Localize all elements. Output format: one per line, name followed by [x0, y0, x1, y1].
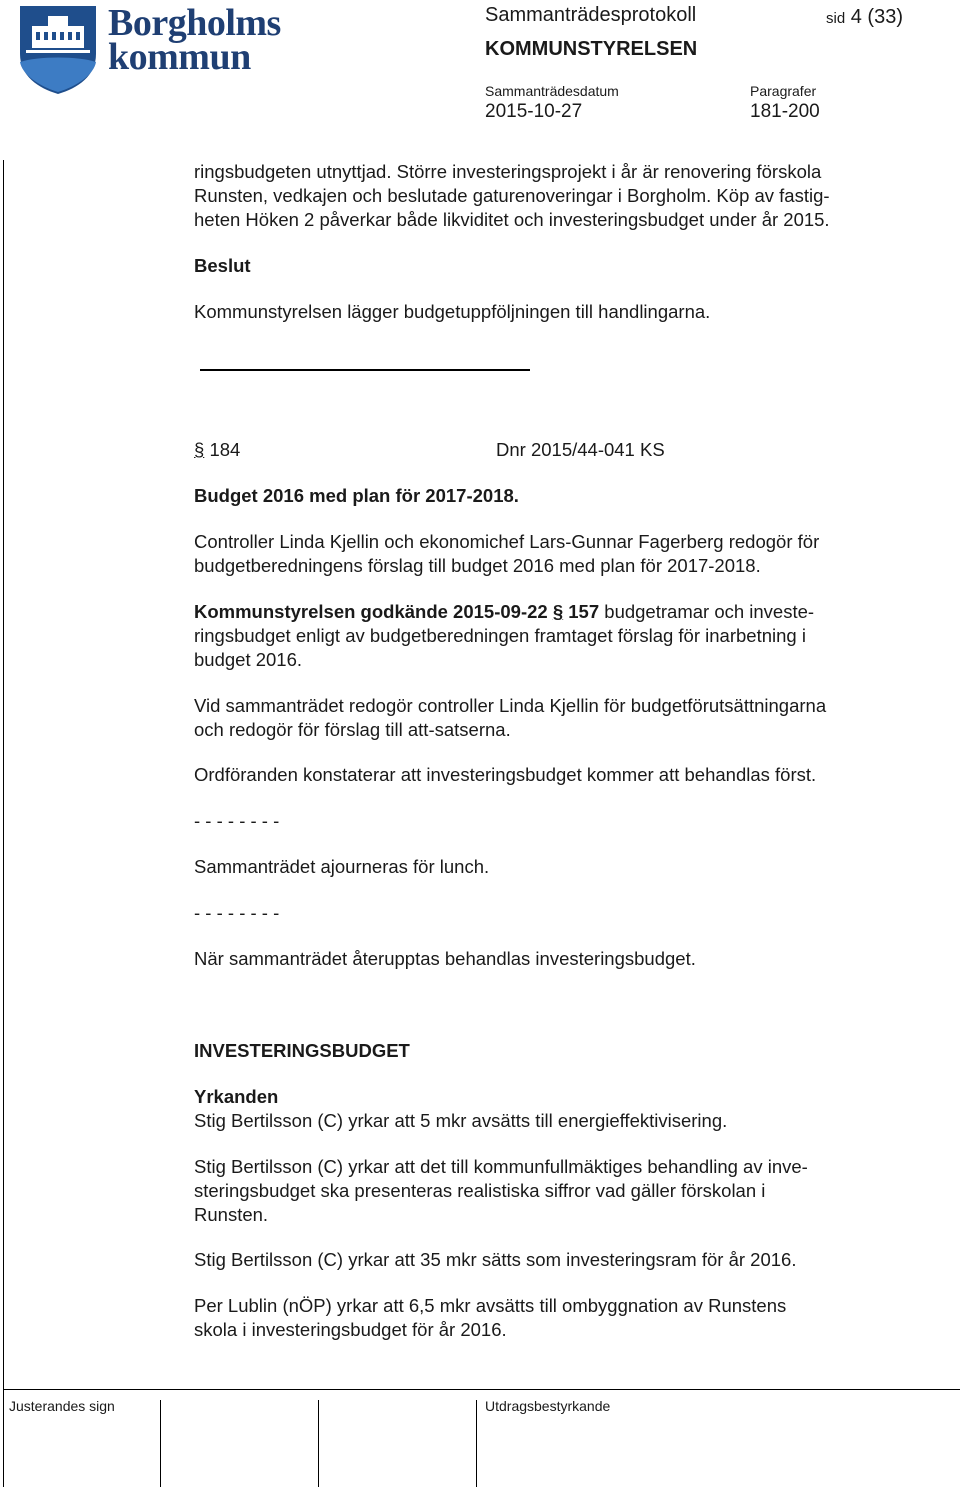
p2-line-2: ringsbudget enligt av budgetberedningen framtaget förslag för inarbetning i [194, 625, 806, 646]
p2-rest: budgetramar och investe- [604, 601, 815, 622]
section-number [194, 438, 240, 462]
section-number-value: 184 [209, 439, 241, 460]
p3-line-2: och redogör för förslag till att-satserna. [194, 719, 511, 740]
beslut-text: Kommunstyrelsen lägger budgetuppföljningen till handlingarna. [194, 301, 711, 322]
meeting-date-label: Sammanträdesdatum [485, 83, 619, 99]
extract-label: Utdragsbestyrkande [485, 1398, 611, 1414]
beslut-heading: Beslut [194, 255, 251, 276]
signature-box-divider-3 [476, 1400, 477, 1487]
board-name: KOMMUNSTYRELSEN [485, 38, 698, 60]
motion-1: Stig Bertilsson (C) yrkar att 5 mkr avsätts till energieffektivisering. [194, 1110, 728, 1131]
motion-2-line-3: Runsten. [194, 1204, 269, 1225]
section-mark: § [194, 439, 205, 460]
signature-label: Justerandes sign [9, 1398, 115, 1414]
intro-line-1: ringsbudgeten utnyttjad. Större investeringsprojekt i år är renovering förskola [194, 161, 822, 182]
document-type: Sammanträdesprotokoll [485, 4, 697, 26]
paragraphs-value: 181-200 [750, 101, 820, 122]
p2-line-3: budget 2016. [194, 649, 303, 670]
p3-line-1: Vid sammanträdet redogör controller Linda Kjellin för budgetförutsättningarna [194, 695, 827, 716]
footer-rule [3, 1389, 960, 1390]
signature-box-divider-1 [160, 1400, 161, 1487]
coat-of-arms-icon [18, 4, 98, 96]
dashes-2: - - - - - - - - [194, 902, 280, 923]
logo-line-1: Borgholms [108, 2, 281, 44]
page-prefix: sid [826, 10, 846, 27]
intro-line-3: heten Höken 2 påverkar både likviditet och investeringsbudget under år 2015. [194, 209, 830, 230]
motion-4-line-2: skola i investeringsbudget för år 2016. [194, 1319, 507, 1340]
motion-4-line-1: Per Lublin (nÖP) yrkar att 6,5 mkr avsätts till ombyggnation av Runstens [194, 1295, 787, 1316]
dnr-reference: Dnr 2015/44-041 KS [496, 439, 665, 460]
p1-line-2: budgetberedningens förslag till budget 2016 med plan för 2017-2018. [194, 555, 761, 576]
municipality-logo [18, 4, 288, 96]
p5-text: Sammanträdet ajourneras för lunch. [194, 856, 490, 877]
motion-2-line-1: Stig Bertilsson (C) yrkar att det till kommunfullmäktiges behandling av inve- [194, 1156, 808, 1177]
meeting-date-value: 2015-10-27 [485, 101, 583, 122]
section-title: Budget 2016 med plan för 2017-2018. [194, 485, 519, 506]
p2-line-1 [194, 600, 814, 624]
logo-line-2: kommun [108, 36, 251, 78]
paragraphs-label: Paragrafer [750, 83, 817, 99]
section-separator [200, 369, 530, 371]
page-value: 4 (33) [850, 6, 903, 28]
page-number [826, 6, 903, 29]
signature-box-divider-2 [318, 1400, 319, 1487]
p1-line-1: Controller Linda Kjellin och ekonomichef Lars-Gunnar Fagerberg redogör för [194, 531, 820, 552]
p2-bold-lead: Kommunstyrelsen godkände 2015-09-22 [194, 601, 548, 622]
dashes-1: - - - - - - - - [194, 810, 280, 831]
p4-text: Ordföranden konstaterar att investeringsbudget kommer att behandlas först. [194, 764, 817, 785]
p6-text: När sammanträdet återupptas behandlas investeringsbudget. [194, 948, 696, 969]
yrkanden-heading: Yrkanden [194, 1086, 279, 1107]
motion-3: Stig Bertilsson (C) yrkar att 35 mkr sätts som investeringsram för år 2016. [194, 1249, 797, 1270]
p2-section-number: 157 [568, 601, 600, 622]
motion-2-line-2: steringsbudget ska presenteras realistiska siffror vad gäller förskolan i [194, 1180, 766, 1201]
p2-section-mark: § [552, 601, 564, 622]
logo-wordmark [108, 4, 281, 76]
left-margin-rule [3, 160, 4, 1487]
investment-heading: INVESTERINGSBUDGET [194, 1040, 410, 1061]
intro-line-2: Runsten, vedkajen och beslutade gaturenoveringar i Borgholm. Köp av fastig- [194, 185, 830, 206]
